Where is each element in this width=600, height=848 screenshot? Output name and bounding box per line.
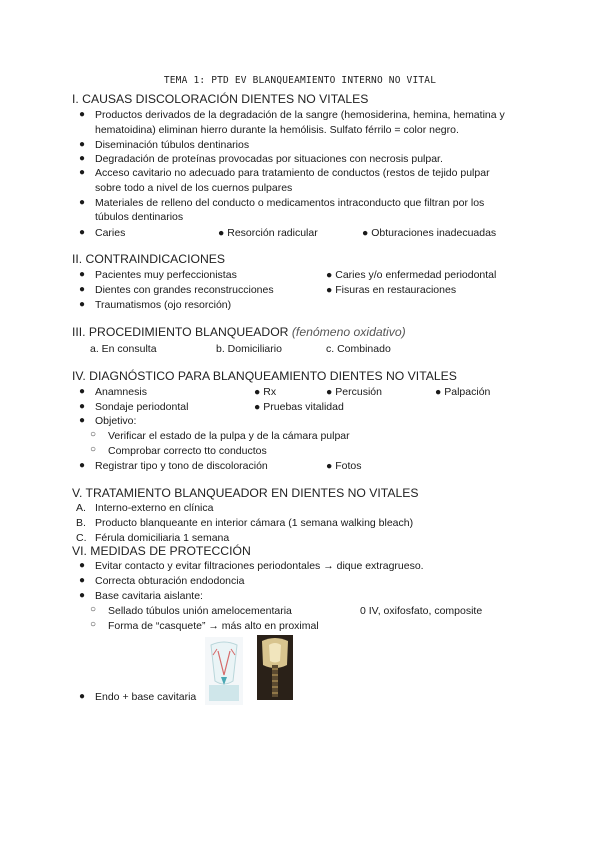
sub-list-item: Sellado túbulos unión amelocementaria xyxy=(108,605,292,617)
list-item: ● Pruebas vitalidad xyxy=(254,401,344,413)
sub-bullet: ○ xyxy=(90,619,97,630)
section-3-heading xyxy=(72,325,406,339)
list-item: Endo + base cavitaria xyxy=(95,691,197,703)
tooth-diagram-icon xyxy=(205,637,243,705)
list-item: Correcta obturación endodoncia xyxy=(95,575,245,587)
list-item: Producto blanqueante en interior cámara (1 semana walking bleach) xyxy=(95,517,414,529)
sub-list-item: Comprobar correcto tto conductos xyxy=(108,445,267,457)
list-item: ● Fotos xyxy=(326,460,362,472)
list-item: Diseminación túbulos dentinarios xyxy=(95,139,250,151)
tooth-photo-image xyxy=(257,635,293,700)
bullet: ● xyxy=(79,227,86,238)
list-item: c. Combinado xyxy=(326,343,391,355)
list-item: Sondaje periodontal xyxy=(95,401,189,413)
bullet: ● xyxy=(79,269,86,280)
list-item: ● Caries y/o enfermedad periodontal xyxy=(326,269,497,281)
section-4-heading: IV. DIAGNÓSTICO PARA BLANQUEAMIENTO DIENTES NO VITALES xyxy=(72,369,457,383)
list-item: a. En consulta xyxy=(90,343,157,355)
bullet: ● xyxy=(79,153,86,164)
section-3-heading-note: (fenómeno oxidativo) xyxy=(291,325,406,339)
list-item-continuation: hematoidina) eliminan hierro durante la hemólisis. Sulfato férrilo = color negro. xyxy=(95,124,459,136)
list-item: Interno-externo en clínica xyxy=(95,502,214,514)
bullet: ● xyxy=(79,590,86,601)
tooth-diagram-image xyxy=(205,637,243,705)
list-item: Férula domiciliaria 1 semana xyxy=(95,532,230,544)
list-item: Anamnesis xyxy=(95,386,147,398)
sub-bullet: ○ xyxy=(90,429,97,440)
list-item: Registrar tipo y tono de discoloración xyxy=(95,460,268,472)
list-item: Acceso cavitario no adecuado para tratamiento de conductos (restos de tejido pulpar xyxy=(95,167,490,179)
list-item: Traumatismos (ojo resorción) xyxy=(95,299,232,311)
bullet: ● xyxy=(79,299,86,310)
list-marker: B. xyxy=(76,517,86,529)
list-item: Productos derivados de la degradación de la sangre (hemosiderina, hemina, hematina y xyxy=(95,109,505,121)
bullet: ● xyxy=(79,139,86,150)
list-marker: A. xyxy=(76,502,86,514)
bullet: ● xyxy=(79,575,86,586)
bullet: ● xyxy=(79,197,86,208)
bullet: ● xyxy=(79,167,86,178)
section-3-heading-text: III. PROCEDIMIENTO BLANQUEADOR xyxy=(72,325,289,339)
bullet: ● xyxy=(79,284,86,295)
bullet: ● xyxy=(79,386,86,397)
section-2-heading: II. CONTRAINDICACIONES xyxy=(72,252,226,266)
list-item: Evitar contacto y evitar filtraciones periodontales → dique extragrueso. xyxy=(95,560,424,572)
sub-bullet: ○ xyxy=(90,604,97,615)
list-item: ● Palpación xyxy=(435,386,491,398)
list-item: ● Rx xyxy=(254,386,277,398)
bullet: ● xyxy=(79,109,86,120)
list-item: ● Obturaciones inadecuadas xyxy=(362,227,497,239)
list-item: Degradación de proteínas provocadas por situaciones con necrosis pulpar. xyxy=(95,153,443,165)
list-item-continuation: sobre todo a nivel de los cuernos pulpares xyxy=(95,182,293,194)
section-6-heading: VI. MEDIDAS DE PROTECCIÓN xyxy=(72,544,251,558)
list-marker: C. xyxy=(76,532,87,544)
bullet: ● xyxy=(79,415,86,426)
list-item: Objetivo: xyxy=(95,415,137,427)
list-item: Dientes con grandes reconstrucciones xyxy=(95,284,274,296)
list-item-continuation: túbulos dentinarios xyxy=(95,211,184,223)
list-item: ● Fisuras en restauraciones xyxy=(326,284,457,296)
tooth-photo-icon xyxy=(257,635,293,700)
bullet: ● xyxy=(79,691,86,702)
page-title: TEMA 1: PTD EV BLANQUEAMIENTO INTERNO NO VITAL xyxy=(163,75,437,86)
sub-bullet: ○ xyxy=(90,444,97,455)
bullet: ● xyxy=(79,401,86,412)
list-item: Materiales de relleno del conducto o medicamentos intraconducto que filtran por los xyxy=(95,197,485,209)
list-item: Pacientes muy perfeccionistas xyxy=(95,269,237,281)
sub-list-item: Forma de “casquete” → más alto en proximal xyxy=(108,620,319,632)
bullet: ● xyxy=(79,560,86,571)
sub-list-item-note: 0 IV, oxifosfato, composite xyxy=(360,605,483,617)
list-item: b. Domiciliario xyxy=(216,343,282,355)
list-item: ● Resorción radicular xyxy=(218,227,318,239)
list-item: ● Percusión xyxy=(326,386,382,398)
list-item: Base cavitaria aislante: xyxy=(95,590,203,602)
section-1-heading: I. CAUSAS DISCOLORACIÓN DIENTES NO VITALES xyxy=(72,92,369,106)
section-5-heading: V. TRATAMIENTO BLANQUEADOR EN DIENTES NO VITALES xyxy=(72,486,419,500)
sub-list-item: Verificar el estado de la pulpa y de la cámara pulpar xyxy=(108,430,350,442)
list-item: Caries xyxy=(95,227,126,239)
bullet: ● xyxy=(79,460,86,471)
